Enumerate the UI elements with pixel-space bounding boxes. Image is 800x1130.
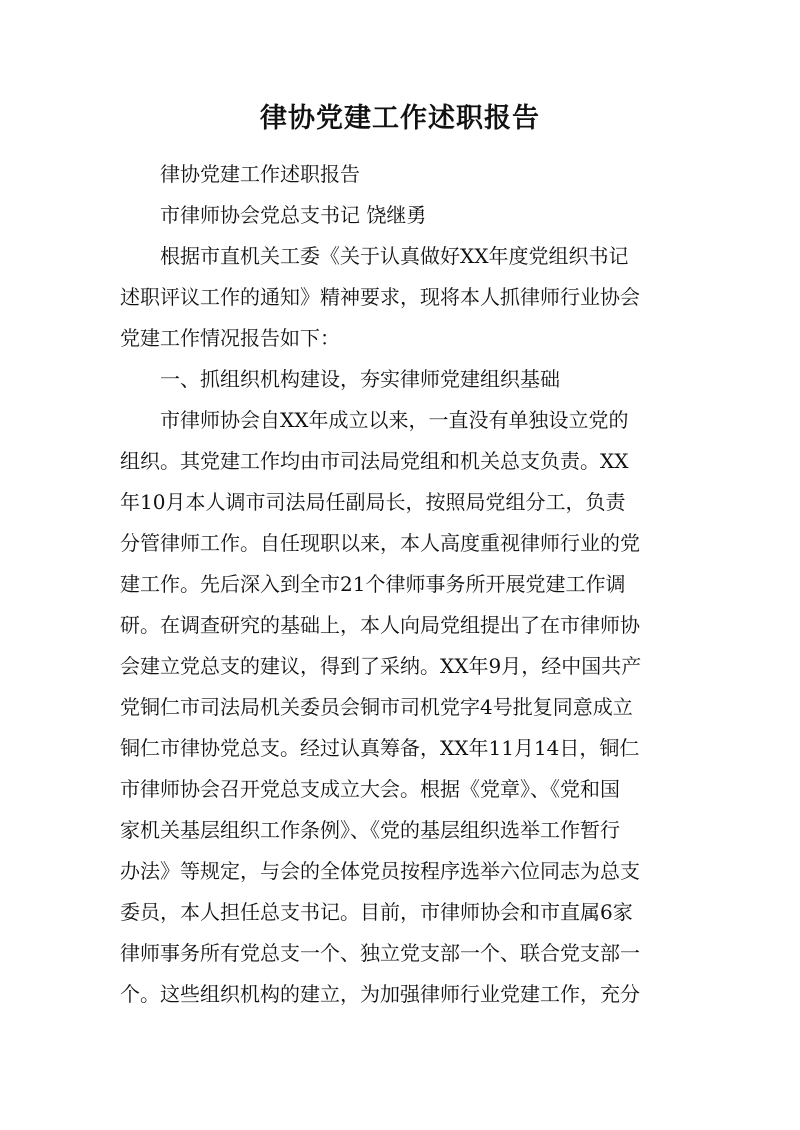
body-paragraph (120, 400, 680, 1015)
text-line: 个。这些组织机构的建立，为加强律师行业党建工作，充分 (120, 982, 640, 1006)
section-heading (120, 359, 680, 400)
text-line: 律师事务所有党总支一个、独立党支部一个、联合党支部一 (120, 941, 640, 965)
text-line: 分管律师工作。自任现职以来，本人高度重视律师行业的党 (120, 531, 640, 555)
text-line: 律协党建工作述职报告 (160, 162, 360, 186)
text-line: 市律师协会自XX年成立以来，一直没有单独设立党的 (160, 408, 629, 432)
text-line: 委员，本人担任总支书记。目前，市律师协会和市直属6家 (120, 900, 633, 924)
text-line: 年10月本人调市司法局任副局长，按照局党组分工，负责 (120, 490, 626, 514)
text-line: 市律师协会召开党总支成立大会。根据《党章》、《党和国 (120, 777, 620, 801)
text-line: 市律师协会党总支书记 饶继勇 (160, 203, 427, 227)
text-line: 党铜仁市司法局机关委员会铜市司机党字4号批复同意成立 (120, 695, 633, 719)
text-line: 组织。其党建工作均由市司法局党组和机关总支负责。XX (120, 449, 629, 473)
text-line: 研。在调查研究的基础上，本人向局党组提出了在市律师协 (120, 613, 640, 637)
text-line: 建工作。先后深入到全市21个律师事务所开展党建工作调 (120, 572, 626, 596)
text-line: 党建工作情况报告如下： (120, 326, 340, 350)
document-body (120, 154, 680, 1015)
author-paragraph (120, 195, 680, 236)
text-line: 铜仁市律协党总支。经过认真筹备，XX年11月14日，铜仁 (120, 736, 640, 760)
subtitle-paragraph (120, 154, 680, 195)
intro-paragraph (120, 236, 680, 359)
text-line: 家机关基层组织工作条例》、《党的基层组织选举工作暂行 (120, 818, 620, 842)
document-title: 律协党建工作述职报告 (260, 103, 540, 134)
text-line: 办法》等规定，与会的全体党员按程序选举六位同志为总支 (120, 859, 640, 883)
text-line: 会建立党总支的建议，得到了采纳。XX年9月，经中国共产 (120, 654, 642, 678)
text-line: 一、抓组织机构建设，夯实律师党建组织基础 (160, 367, 560, 391)
text-line: 述职评议工作的通知》精神要求，现将本人抓律师行业协会 (120, 285, 640, 309)
text-line: 根据市直机关工委《关于认真做好XX年度党组织书记 (160, 244, 629, 268)
